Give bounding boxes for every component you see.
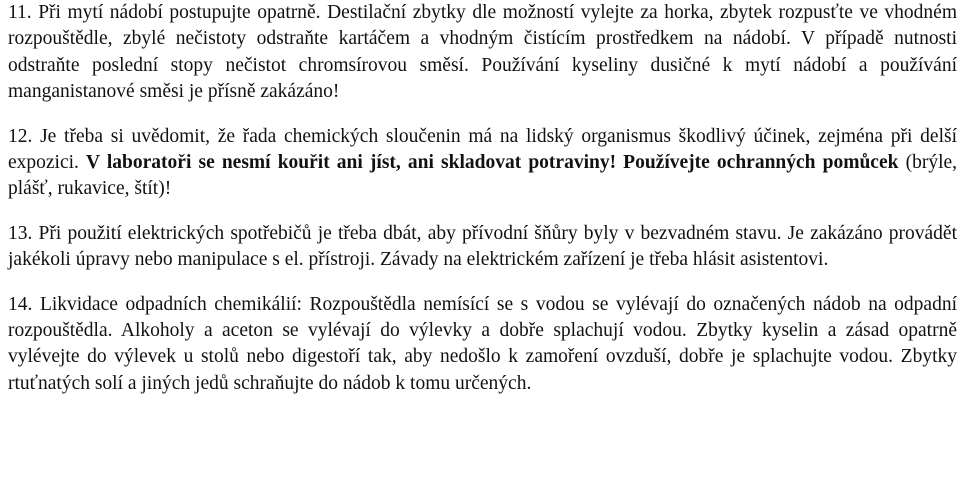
item-text: Při mytí nádobí postupujte opatrně. Destilační zbytky dle možností vylejte za horka, zbytek rozpusťte ve vhodném rozpouštědle, zbylé nečistoty odstraňte kartáčem a vhodným čistícím prostředkem na nádobí. V případě nutnosti odstraňte poslední stopy nečistot chromsírovou směsí. Používání kyseliny dusičné k mytí nádobí a používání manganistanové směsi je přísně zakázáno!: [8, 2, 957, 103]
item-text: Je třeba si uvědomit, že řada chemických sloučenin má na lidský organismus škodlivý účinek, zejména při delší expozici.: [8, 125, 957, 174]
item-number: 14.: [8, 293, 33, 315]
document-page: [8, 0, 957, 397]
rule-item-12: [8, 124, 957, 203]
item-text-bold-warning: V laboratoři se nesmí kouřit ani jíst, ani skladovat potraviny! Používejte ochranných pomůcek: [86, 152, 899, 174]
item-number: 12.: [8, 125, 33, 147]
item-text: Při použití elektrických spotřebičů je třeba dbát, aby přívodní šňůry byly v bezvadném stavu. Je zakázáno provádět jakékoli úpravy nebo manipulace s el. přístroji. Závady na elektrickém zařízení je třeba hlásit asistentovi.: [8, 222, 957, 271]
item-text: (brýle, plášť, rukavice, štít)!: [8, 152, 958, 200]
item-text: Likvidace odpadních chemikálií: Rozpouštědla nemísící se s vodou se vylévají do označených nádob na odpadní rozpouštědla. Alkoholy a aceton se vylévají do výlevky a dobře splachují vodou. Zbytky kyselin a zásad opatrně vylévejte do výlevek u stolů nebo digestoří tak, aby nedošlo k zamoření ovzduší, dobře je splachujte vodou. Zbytky rtuťnatých solí a jiných jedů schraňujte do nádob k tomu určených.: [8, 293, 957, 394]
rule-item-14: [8, 292, 957, 398]
rule-item-11: [8, 0, 957, 106]
rule-item-13: [8, 221, 957, 274]
item-number: 13.: [8, 222, 33, 244]
item-number: 11.: [8, 2, 32, 23]
